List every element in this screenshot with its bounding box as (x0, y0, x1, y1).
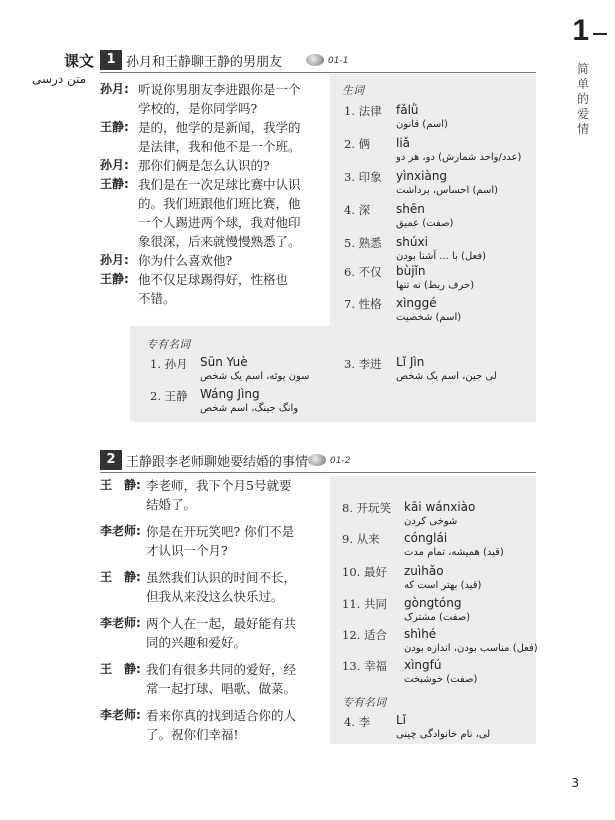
vocab-persian: (صفت) مشترک (404, 612, 471, 623)
dialogue-line: 你是在开玩笑吧? 你们不是 (146, 524, 295, 539)
vocab-persian: (قید) بهتر است که (404, 580, 482, 591)
vocab-pinyin: bùjǐn (396, 264, 426, 278)
dialogue-turn (100, 614, 328, 652)
vocab-persian: (فعل) با ... آشنا بودن (396, 251, 487, 262)
vocab-term: 6. 不仅 (344, 265, 382, 279)
dialogue-line: 的。我们班跟他们班比赛，他 (138, 196, 301, 211)
vocab-pinyin: liǎ (396, 136, 411, 150)
section-title: 孙月和王静聊王静的男朋友 (126, 55, 283, 70)
proper-noun-heading: 专有名词 (146, 338, 190, 351)
dialogue-turn (100, 251, 322, 270)
vocab-term: 1. 法律 (344, 104, 382, 118)
dialogue-line: 才认识一个月? (146, 543, 228, 558)
proper-noun-persian: لی، نام خانوادگی چینی (396, 729, 491, 740)
speaker-label: 李老师: (100, 616, 141, 630)
dialogue-line: 我们有很多共同的爱好，经 (146, 662, 297, 677)
vocab-pinyin: kāi wánxiào (404, 500, 476, 514)
proper-noun-term: 1. 孙月 (150, 357, 188, 371)
section-rule (100, 72, 536, 73)
vocab-pinyin: xìnggé (396, 296, 437, 310)
audio-disc-icon[interactable] (306, 54, 324, 66)
chapter-title-char: 爱 (576, 107, 589, 121)
vocab-term: 2. 俩 (344, 137, 371, 151)
vocab-pinyin: zuìhǎo (404, 564, 444, 578)
dialogue-turn (100, 660, 328, 698)
speaker-label: 王 静: (100, 662, 141, 676)
vocab-item (344, 136, 530, 166)
speaker-label: 孙月: (100, 158, 129, 172)
speaker-label: 王 静: (100, 478, 141, 492)
vocab-term: 8. 开玩笑 (342, 501, 392, 515)
dialogue-turn (100, 175, 322, 251)
vocab-item (344, 169, 530, 199)
dialogue-line: 两个人在一起，最好能有共 (146, 616, 297, 631)
vocab-term: 3. 印象 (344, 170, 382, 184)
vocab-pinyin: cónglái (404, 531, 448, 545)
vocab-persian: شوخی کردن (404, 516, 458, 527)
speaker-label: 王 静: (100, 570, 141, 584)
dialogue-line: 你为什么喜欢他? (138, 253, 233, 268)
dialogue-line: 学校的，是你同学吗? (138, 101, 258, 116)
vocab-item (344, 202, 530, 232)
proper-noun-pinyin: Wáng Jìng (200, 387, 260, 401)
vocab-persian: (حرف ربط) نه تنها (396, 280, 475, 291)
dialogue-line: 虽然我们认识的时间不长， (146, 570, 297, 585)
chapter-dash (593, 33, 607, 35)
speaker-label: 李老师: (100, 524, 141, 538)
vocab-item (344, 235, 530, 265)
speaker-label: 李老师: (100, 708, 141, 722)
dialogue-line: 他不仅足球踢得好，性格也 (138, 272, 289, 287)
vocab-pinyin: fǎlǜ (396, 103, 419, 117)
speaker-label: 王静: (100, 120, 129, 134)
proper-noun-persian: لی جین، اسم یک شخص (396, 371, 497, 382)
vocab-persian: (فعل) مناسب بودن، اندازه بودن (404, 643, 538, 654)
speaker-label: 王静: (100, 177, 129, 191)
dialogue-turn (100, 476, 328, 514)
dialogue-line: 一个人踢进两个球，我对他印 (138, 215, 301, 230)
proper-noun-heading: 专有名词 (342, 696, 386, 709)
chapter-title (575, 62, 591, 137)
dialogue-line: 听说你男朋友李进跟你是一个 (138, 82, 301, 97)
vocab-persian: (عدد/واحد شمارش) دو، هر دو (396, 152, 522, 163)
vocab-item (342, 658, 532, 688)
speaker-label: 王静: (100, 272, 129, 286)
vocab-term: 7. 性格 (344, 297, 382, 311)
vocab-term: 13. 幸福 (342, 659, 387, 673)
chapter-title-char: 单 (576, 77, 589, 91)
vocab-persian: (قید) همیشه، تمام مدت (404, 547, 504, 558)
vocab-term: 11. 共同 (342, 597, 387, 611)
dialogue-line: 我们是在一次足球比赛中认识 (138, 177, 301, 192)
vocab-term: 9. 从来 (342, 532, 380, 546)
vocab-pinyin: xìngfú (404, 658, 442, 672)
vocab-item (342, 500, 532, 530)
dialogue-turn (100, 568, 328, 606)
dialogue-turn (100, 156, 322, 175)
proper-noun-term: 3. 李进 (344, 357, 382, 371)
vocab-persian: (صفت) خوشبخت (404, 674, 478, 685)
vocab-term: 4. 深 (344, 203, 371, 217)
vocab-pinyin: yìnxiàng (396, 169, 448, 183)
dialogue-line: 是法律，我和他不是一个班。 (138, 139, 301, 154)
dialogue-line: 那你们俩是怎么认识的? (138, 158, 270, 173)
vocab-persian: (اسم) قانون (396, 119, 448, 130)
vocab-item (342, 596, 532, 626)
vocab-heading: 生词 (342, 84, 364, 97)
dialogue-turn (100, 270, 322, 308)
dialogue-line: 不错。 (138, 291, 176, 306)
section-number: 2 (100, 450, 122, 470)
proper-noun-term: 2. 王静 (150, 389, 188, 403)
vocab-pinyin: shúxi (396, 235, 428, 249)
lesson-label-persian: متن درسی (32, 72, 87, 86)
proper-noun-persian: وانگ جینگ، اسم شخص (200, 403, 299, 414)
section-rule (100, 472, 536, 473)
audio-track-number: 01-1 (328, 56, 349, 66)
vocab-pinyin: shìhé (404, 627, 437, 641)
vocab-persian: (اسم) شخصیت (396, 312, 462, 323)
section-1-header (100, 50, 540, 70)
vocab-persian: (صفت) عمیق (396, 218, 454, 229)
dialogue-line: 结婚了。 (146, 497, 197, 512)
dialogue-line: 象很深，后来就慢慢熟悉了。 (138, 234, 301, 249)
section-title: 王静跟李老师聊她要结婚的事情 (126, 455, 309, 470)
dialogue-line: 是的，他学的是新闻，我学的 (138, 120, 301, 135)
vocab-persian: (اسم) احساس، برداشت (396, 185, 499, 196)
vocab-item (344, 296, 530, 326)
dialogue-turn (100, 118, 322, 156)
vocab-term: 10. 最好 (342, 565, 387, 579)
dialogue-turn (100, 80, 322, 118)
dialogue-2 (100, 476, 328, 744)
vocab-item (344, 264, 530, 294)
section-2-header (100, 450, 540, 470)
dialogue-line: 常一起打球、唱歌、做菜。 (146, 681, 297, 696)
lesson-label: 课文 (64, 52, 95, 70)
vocab-item (342, 564, 532, 594)
speaker-label: 孙月: (100, 253, 129, 267)
dialogue-line: 同的兴趣和爱好。 (146, 635, 247, 650)
audio-track-number: 01-2 (330, 456, 351, 466)
vocab-pinyin: shēn (396, 202, 425, 216)
vocab-item (342, 627, 538, 657)
dialogue-turn (100, 706, 328, 744)
proper-noun-pinyin: Sūn Yuè (200, 355, 248, 369)
audio-disc-icon[interactable] (308, 454, 326, 466)
dialogue-line: 看来你真的找到适合你的人 (146, 708, 297, 723)
vocab-term: 5. 熟悉 (344, 236, 382, 250)
vocab-item (342, 531, 532, 561)
dialogue-line: 但我从来没这么快乐过。 (146, 589, 284, 604)
proper-noun-pinyin: Lǐ Jìn (396, 355, 425, 369)
chapter-number: 1 (572, 14, 589, 47)
section-number: 1 (100, 50, 122, 70)
vocab-item (344, 103, 530, 133)
chapter-title-char: 的 (576, 92, 589, 106)
dialogue-1 (100, 80, 322, 308)
dialogue-line: 李老师，我下个月5号就要 (146, 478, 292, 493)
proper-noun-persian: سون یوئه، اسم یک شخص (200, 371, 310, 382)
chapter-title-char: 情 (576, 122, 589, 136)
chapter-title-char: 简 (576, 62, 589, 76)
proper-noun-pinyin: Lǐ (396, 713, 407, 727)
speaker-label: 孙月: (100, 82, 129, 96)
proper-noun-term: 4. 李 (344, 715, 371, 729)
vocab-pinyin: gòngtóng (404, 596, 462, 610)
vocab-term: 12. 适合 (342, 628, 387, 642)
dialogue-turn (100, 522, 328, 560)
page-number: 3 (571, 776, 579, 790)
dialogue-line: 了。祝你们幸福! (146, 727, 239, 742)
